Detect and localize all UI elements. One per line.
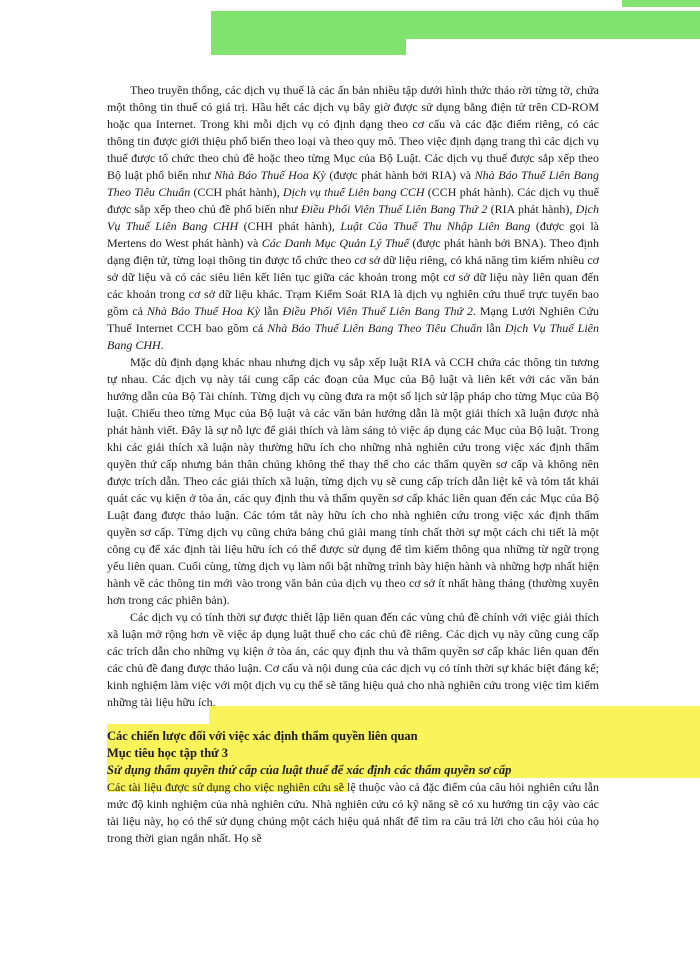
italic-title: Nhà Báo Thuế Liên Bang Theo Tiêu Chuẩn <box>107 168 599 199</box>
section-subtitle: Sử dụng thẩm quyền thứ cấp của luật thuế để xác định các thẩm quyền sơ cấp <box>107 763 512 777</box>
italic-title: Nhà Báo Thuế Liên Bang Theo Tiêu Chuẩn <box>267 321 483 335</box>
highlight-mark <box>211 39 406 55</box>
section-subheading: Mục tiêu học tập thứ 3 <box>107 746 229 760</box>
text-run: . <box>160 338 164 352</box>
paragraph-1 <box>107 82 599 354</box>
text-run: (CCH phát hành). Các dịch vụ thuế được sắp xếp theo chủ đề phổ biến như <box>107 185 599 216</box>
text-run: lẫn <box>259 304 283 318</box>
text-run: lẫn <box>482 321 505 335</box>
italic-title: Dịch Vụ Thuế Liên Bang CHH <box>107 202 599 233</box>
text-run: (CCH phát hành), <box>190 185 283 199</box>
italic-title: Dịch Vụ Thuế Liên Bang CHH <box>107 321 599 352</box>
text-run: Theo truyền thống, các dịch vụ thuế là các ấn bản nhiều tập dưới hình thức tháo rời từng tờ, chứa một thông tin thuế có giá trị. Hầu hết các dịch vụ bây giờ được sử dụng bằng điện tử trên CD-ROM hoặc qua Internet. Trong khi mỗi dịch vụ có định dạng theo cơ cấu và các đặc điểm riêng, có các thông tin được giới thiệu phổ biến theo loại và theo quy mô. Theo việc định dạng trang thì các dịch vụ thuế được tổ chức theo chủ đề hoặc theo từng Mục của Bộ Luật. Các dịch vụ thuế được sắp xếp theo Bộ luật phổ biến như <box>107 83 599 182</box>
italic-title: Điều Phối Viên Thuế Liên Bang Thứ 2 <box>282 304 473 318</box>
document-body <box>107 82 599 847</box>
italic-title: Nhà Báo Thuế Hoa Kỳ <box>146 304 260 318</box>
highlight-mark <box>622 0 700 7</box>
paragraph-2: Mặc dù định dạng khác nhau nhưng dịch vụ sắp xếp luật RIA và CCH chứa các thông tin tương tự nhau. Các dịch vụ này tái cung cấp các đoạn của Mục của Bộ luật và liên kết với các văn bản hướng dẫn của Bộ Tài chính. Từng dịch vụ cũng đưa ra một số lịch sử lập pháp cho từng Mục của Bộ luật. Chiếu theo từng Mục của Bộ luật và các văn bản hướng dẫn là một giải thích xã luận được nhà phát hành viết. Đây là sự nỗ lực để giải thích và làm sáng tỏ việc áp dụng các Mục của Bộ luật. Trong khi các giải thích xã luận này thường hữu ích cho những nhà nghiên cứu trong việc xác định thẩm quyền thứ cấp nhưng bản thân chúng không thể thay thế cho các thẩm quyền sơ cấp và không nên được trích dẫn. Theo các giải thích xã luận, từng dịch vụ sẽ cung cấp trích dẫn liệt kê và tóm tắt khái quát các vụ kiện ở tòa án, các quy định thu và thẩm quyền sơ cấp khác liên quan đến các Mục của Bộ Luật đang được thảo luận. Các tóm tắt này hữu ích cho nhà nghiên cứu trong việc xác định thẩm quyền sơ cấp. Từng dịch vụ cũng chứa bảng chú giải mang tính chất thời sự một cách chi tiết là một công cụ để xác định tài liệu hữu ích có thể được sử dụng để tìm kiếm thông qua những từ ngữ trọng yếu liên quan. Cuối cùng, từng dịch vụ làm nổi bật những trình bày hiện hành và những hợp nhất hiện hành về các thông tin mới vào trong văn bản của dịch vụ theo cơ sở ít nhất hàng tháng (thường xuyên hơn trong các phiên bản). <box>107 355 599 607</box>
text-run: (được gọi là Mertens do West phát hành) và <box>107 219 599 250</box>
section-heading: Các chiến lược đối với việc xác định thẩm quyền liên quan <box>107 729 418 743</box>
italic-title: Điều Phối Viên Thuế Liên Bang Thứ 2 <box>301 202 488 216</box>
paragraph-4: Các tài liệu được sử dụng cho việc nghiên cứu sẽ lệ thuộc vào cả đặc điểm của câu hỏi nghiên cứu lẫn mức độ kinh nghiệm của nhà nghiên cứu. Nhà nghiên cứu có kỹ năng sẽ có xu hướng tin cậy vào các tài liệu này, họ có thể sử dụng chúng một cách hiệu quả nhất để tìm ra câu trả lời cho câu hỏi của họ trong thời gian ngắn nhất. Họ sẽ <box>107 780 599 845</box>
paragraph-3: Các dịch vụ có tính thời sự được thiết lập liên quan đến các vùng chủ đề chính với việc giải thích xã luận mở rộng hơn về việc áp dụng luật thuế cho các chủ đề riêng. Các dịch vụ này cũng cung cấp các trích dẫn cho những vụ kiện ở tòa án, các quy định thu và thẩm quyền sơ cấp khác liên quan đến các chủ đề đang được thảo luận. Cơ cấu và nội dung của các dịch vụ có tính thời sự khác biệt đáng kể; kinh nghiệm làm việc với một dịch vụ cụ thể sẽ tăng hiệu quả cho nhà nghiên cứu trong việc tìm kiếm những tài liệu hữu ích. <box>107 610 599 709</box>
text-run: . Mạng Lưới Nghiên Cứu Thuế Internet CCH bao gồm cả <box>107 304 599 335</box>
text-run: (được phát hành bởi BNA). Theo định dạng điện tử, từng loại thông tin được tổ chức theo cơ sở dữ liệu riêng, có khả năng tìm kiếm nhiều cơ sở dữ liệu và có các siêu liên kết liên tục giữa các khoản trong một cơ sở dữ liệu này liên quan đến các khoản trong cơ sở dữ liệu khác. Trạm Kiểm Soát RIA là dịch vụ nghiên cứu thuế trực tuyến bao gồm cả <box>107 236 600 318</box>
italic-title: Các Danh Mục Quản Lý Thuế <box>261 236 409 250</box>
highlight-mark <box>211 11 700 39</box>
italic-title: Nhà Báo Thuế Hoa Kỳ <box>214 168 326 182</box>
italic-title: Dịch vụ thuế Liên bang CCH <box>282 185 425 199</box>
text-run: (CHH phát hành), <box>238 219 341 233</box>
text-run: (được phát hành bởi RIA) và <box>325 168 475 182</box>
text-run: (RIA phát hành), <box>487 202 576 216</box>
italic-title: Luật Của Thuế Thu Nhập Liên Bang <box>340 219 531 233</box>
